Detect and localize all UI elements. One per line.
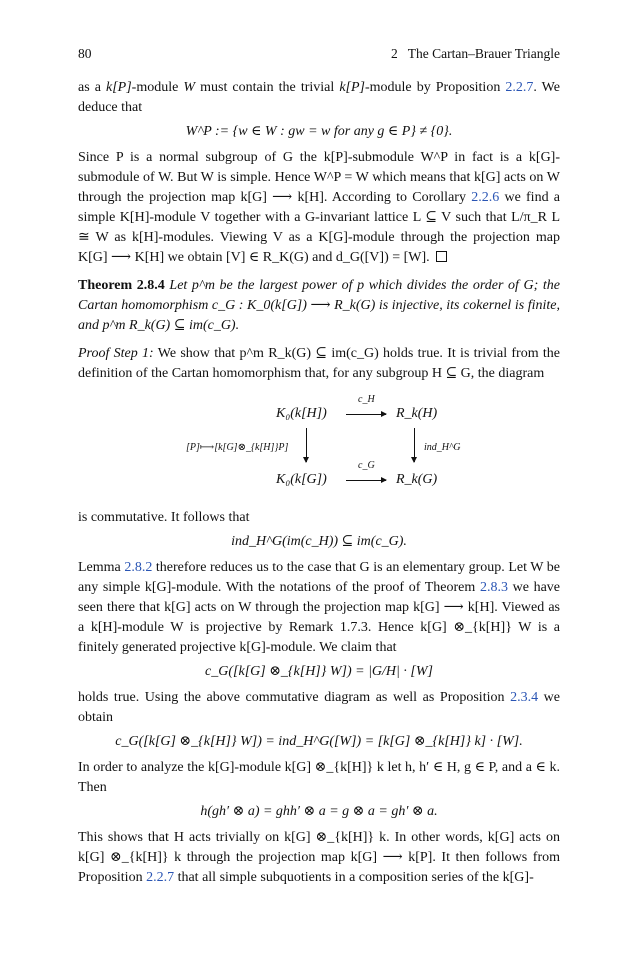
paragraph-3: Lemma 2.8.2 therefore reduces us to the case that G is an elementary group. Let W be any simple k[G]-module. With the notations of the proof of Theorem 2.8.3 we have seen there that k[G] acts on W through the projection map k[G] ⟶ k[H]. Viewed as a k[H]-module W is projective by Remark 1.7.3. Hence k[G] ⊗_{k[H]} W is a finitely generated projective k[G]-module. We claim that xyxy=(78,560,561,655)
chapter-number: 2 xyxy=(391,46,398,61)
proof-text: We show that p^m R_k(G) ⊆ im(c_G) holds true. It is trivial from the definition of the Cartan homomorphism that, for any subgroup H ⊆ G, the diagram xyxy=(78,346,561,381)
diagram-right-arrow xyxy=(414,428,415,462)
diagram-top-right: R_k(H) xyxy=(396,406,438,421)
ref-link-prop-2-2-7[interactable]: 2.2.7 xyxy=(505,80,534,95)
running-title xyxy=(391,46,560,62)
ref-link-prop-2-2-7-b[interactable]: 2.2.7 xyxy=(146,870,175,885)
proof-label: Proof Step 1: xyxy=(78,346,154,361)
equation-trivial-action: h(gh′ ⊗ a) = ghh′ ⊗ a = g ⊗ a = gh′ ⊗ a. xyxy=(200,804,438,819)
commutative-diagram xyxy=(78,390,560,502)
page-body xyxy=(78,78,560,888)
diagram-left-arrow-label: [P]⟼[k[G]⊗_{k[H]}P] xyxy=(186,442,289,453)
equation-induction: ind_H^G(im(c_H)) ⊆ im(c_G). xyxy=(231,534,407,549)
diagram-top-arrow-label: c_H xyxy=(358,394,375,405)
page-number: 80 xyxy=(78,46,92,61)
equation-claim: c_G([k[G] ⊗_{k[H]} W]) = |G/H| · [W] xyxy=(205,664,433,679)
diagram-bottom-right: R_k(G) xyxy=(396,472,438,487)
paragraph-4: holds true. Using the above commutative diagram as well as Proposition 2.3.4 we obtain xyxy=(78,690,560,725)
paragraph-5: In order to analyze the k[G]-module k[G] ⊗_{k[H]} k let h, h′ ∈ H, g ∈ P, and a ∈ k. Then xyxy=(78,760,560,795)
paragraph-2: Since P is a normal subgroup of G the k[P]-submodule W^P in fact is a k[G]-submodule of W. But W is simple. Hence W^P = W which means that k[G] acts on W through the projection map k[G] ⟶ k[H]. According to Corollary 2.2.6 we find a simple K[H]-module V together with a G-invariant lattice L ⊆ V such that L/π_R L ≅ W as k[H]-modules. Viewing V as a K[G]-module through the projection map K[G] ⟶ K[H] we obtain [V] ∈ R_K(G) and d_G([V]) = [W]. xyxy=(78,150,561,265)
equation-cartan-induced: c_G([k[G] ⊗_{k[H]} W]) = ind_H^G([W]) = [k[G] ⊗_{k[H]} k] · [W]. xyxy=(115,734,523,749)
chapter-title: The Cartan–Brauer Triangle xyxy=(407,46,560,61)
diagram-left-arrow xyxy=(306,428,307,462)
ref-link-thm-2-8-3[interactable]: 2.8.3 xyxy=(479,580,508,595)
paragraph-6: This shows that H acts trivially on k[G] ⊗_{k[H]} k. In other words, k[G] acts on k[G] ⊗_{k[H]} k through the projection map k[G] ⟶ k[P]. It then follows from Proposition 2.2.7 that all simple subquotients in a composition series of the k[G]- xyxy=(78,830,560,885)
diagram-bottom-left: K₀(k[G]) xyxy=(276,472,327,487)
ref-link-prop-2-3-4[interactable]: 2.3.4 xyxy=(510,690,539,705)
ref-link-lemma-2-8-2[interactable]: 2.8.2 xyxy=(124,560,153,575)
paragraph-commutative: is commutative. It follows that xyxy=(78,510,250,525)
diagram-top-arrow xyxy=(346,414,386,415)
diagram-top-left: K₀(k[H]) xyxy=(276,406,327,421)
diagram-bottom-arrow-label: c_G xyxy=(358,460,375,471)
ref-link-cor-2-2-6[interactable]: 2.2.6 xyxy=(471,190,500,205)
theorem-statement: Let p^m be the largest power of p which divides the order of G; the Cartan homomorphism c_G : K_0(k[G]) ⟶ R_k(G) is injective, its cokernel is finite, and p^m R_k(G) ⊆ im(c_G). xyxy=(78,278,561,333)
paragraph-1: as a k[P]-module W must contain the trivial k[P]-module by Proposition 2.2.7. We deduce that xyxy=(78,80,560,115)
proof-step-1 xyxy=(78,344,560,384)
theorem-2-8-4 xyxy=(78,276,560,336)
equation-fixed-points: W^P := {w ∈ W : gw = w for any g ∈ P} ≠ {0}. xyxy=(185,124,453,139)
diagram-right-arrow-label: ind_H^G xyxy=(424,442,461,453)
theorem-label: Theorem 2.8.4 xyxy=(78,278,165,293)
diagram-bottom-arrow xyxy=(346,480,386,481)
qed-symbol xyxy=(436,251,447,262)
